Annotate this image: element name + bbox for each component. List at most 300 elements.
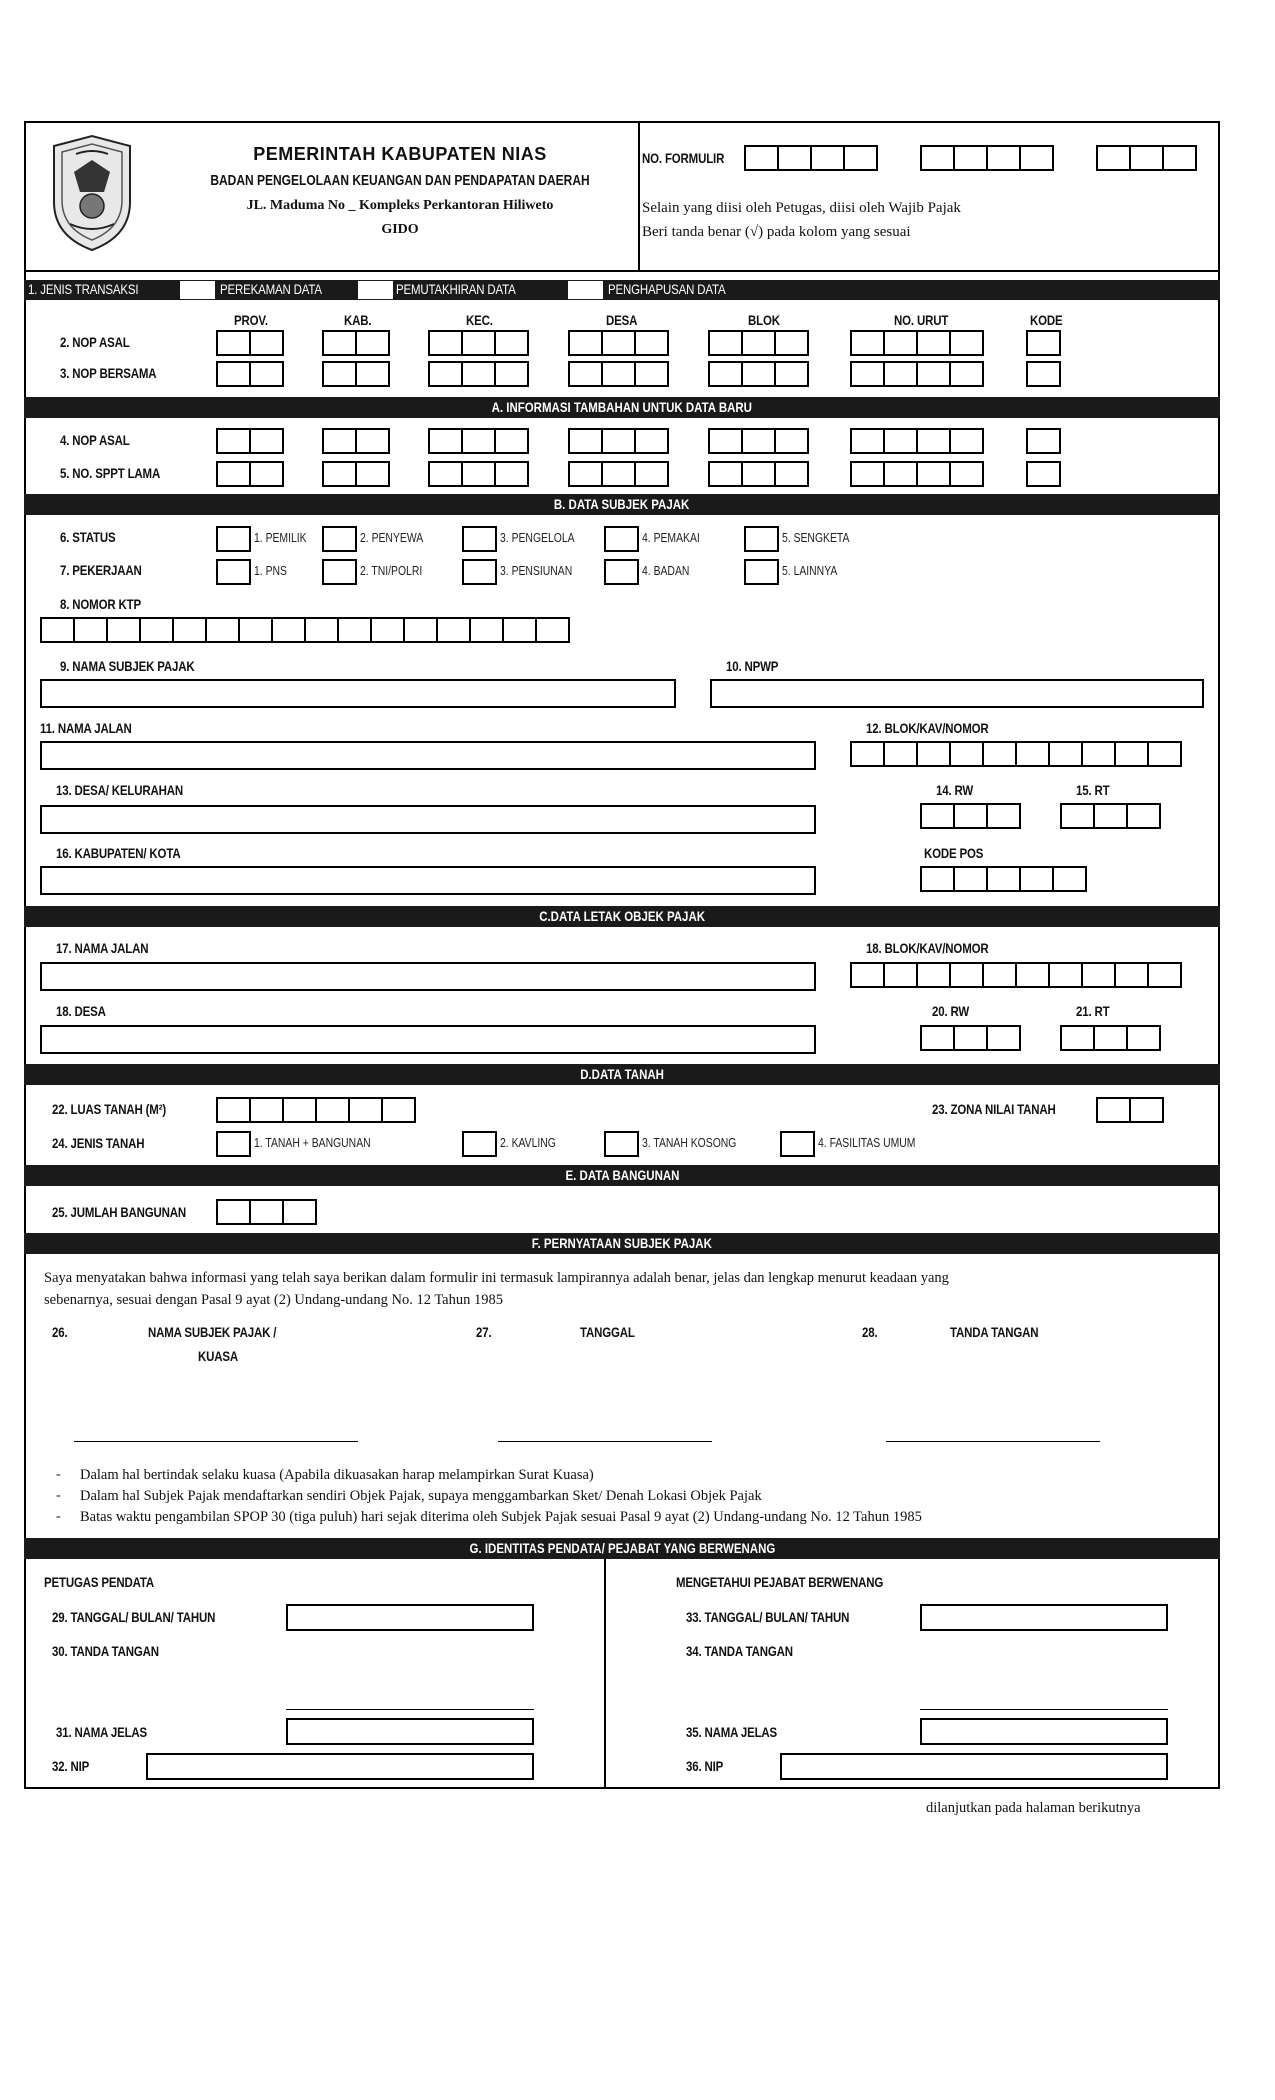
ktp-boxes[interactable]: [40, 617, 570, 643]
digit-box[interactable]: [920, 866, 955, 892]
digit-box[interactable]: [774, 330, 809, 356]
status-option-4: 4. PEMAKAI: [642, 530, 700, 545]
petugas-ttd-line[interactable]: [286, 1709, 534, 1710]
digit-box[interactable]: [322, 428, 357, 454]
digit-box[interactable]: [1060, 803, 1095, 829]
digit-box[interactable]: [1114, 741, 1149, 767]
digit-box[interactable]: [1093, 1025, 1128, 1051]
agency-address: JL. Maduma No _ Kompleks Perkantoran Hiliweto: [246, 198, 554, 213]
digit-box[interactable]: [1015, 741, 1050, 767]
fill-instruction: Selain yang diisi oleh Petugas, diisi oleh Wajib Pajak: [642, 200, 961, 216]
pekerjaan-option-4: 4. BADAN: [642, 563, 690, 578]
digit-box[interactable]: [1026, 330, 1061, 356]
digit-box[interactable]: [355, 330, 390, 356]
nop-segment[interactable]: [1026, 461, 1061, 487]
digit-box[interactable]: [322, 361, 357, 387]
pejabat-tanggal-field[interactable]: [920, 1604, 1168, 1631]
section-g-bar: [24, 1538, 1220, 1559]
nop-segment[interactable]: [216, 361, 284, 387]
digit-box[interactable]: [355, 428, 390, 454]
subjek-jalan-field[interactable]: [40, 741, 816, 770]
nop-segment[interactable]: [850, 330, 984, 356]
section-e-bar: [24, 1165, 1220, 1186]
header-divider: [638, 121, 640, 271]
digit-box[interactable]: [1096, 145, 1131, 171]
digit-box[interactable]: [883, 330, 918, 356]
nop-segment[interactable]: [850, 428, 984, 454]
jenis-tanah-checkbox-2[interactable]: [462, 1131, 497, 1157]
subjek-rw-boxes[interactable]: [920, 803, 1021, 829]
note-dash-1: -: [56, 1467, 61, 1482]
digit-box[interactable]: [774, 461, 809, 487]
petugas-nip-field[interactable]: [146, 1753, 534, 1780]
nama-subjek-label: 9. NAMA SUBJEK PAJAK: [60, 658, 195, 674]
digit-box[interactable]: [601, 428, 636, 454]
digit-box[interactable]: [920, 1025, 955, 1051]
digit-box[interactable]: [883, 361, 918, 387]
nop-segment[interactable]: [1026, 428, 1061, 454]
digit-box[interactable]: [916, 428, 951, 454]
objek-desa-label: 18. DESA: [56, 1003, 106, 1019]
digit-box[interactable]: [916, 361, 951, 387]
pejabat-nip-field[interactable]: [780, 1753, 1168, 1780]
nop-asal-a-label: 4. NOP ASAL: [60, 432, 130, 448]
objek-rt-boxes[interactable]: [1060, 1025, 1161, 1051]
digit-box[interactable]: [1019, 866, 1054, 892]
digit-box[interactable]: [920, 145, 955, 171]
nop-col-kab: KAB.: [344, 312, 372, 328]
statement-line-2: sebenarnya, sesuai dengan Pasal 9 ayat (2) Undang-undang No. 12 Tahun 1985: [44, 1292, 503, 1308]
digit-box[interactable]: [315, 1097, 350, 1123]
section-f-title: F. PERNYATAAN SUBJEK PAJAK: [531, 1235, 713, 1251]
nop-segment[interactable]: [216, 461, 284, 487]
subjek-kab-field[interactable]: [40, 866, 816, 895]
digit-box[interactable]: [322, 461, 357, 487]
subjek-rt-label: 15. RT: [1076, 782, 1110, 798]
digit-box[interactable]: [982, 741, 1017, 767]
pejabat-tanggal-label: 33. TANGGAL/ BULAN/ TAHUN: [686, 1609, 850, 1625]
luas-tanah-boxes[interactable]: [216, 1097, 416, 1123]
digit-box[interactable]: [106, 617, 141, 643]
petugas-nip-label: 32. NIP: [52, 1758, 90, 1774]
digit-box[interactable]: [883, 461, 918, 487]
pejabat-heading: MENGETAHUI PEJABAT BERWENANG: [676, 1574, 884, 1590]
pejabat-nama-label: 35. NAMA JELAS: [686, 1724, 778, 1740]
digit-box[interactable]: [381, 1097, 416, 1123]
status-option-2: 2. PENYEWA: [360, 530, 424, 545]
status-checkbox-5[interactable]: [744, 526, 779, 552]
subjek-rt-boxes[interactable]: [1060, 803, 1161, 829]
digit-box[interactable]: [304, 617, 339, 643]
field-27-number: 27.: [476, 1324, 492, 1340]
digit-box[interactable]: [986, 1025, 1021, 1051]
form-number-group-1[interactable]: [744, 145, 878, 171]
digit-box[interactable]: [337, 617, 372, 643]
statement-line-1: Saya menyatakan bahwa informasi yang telah saya berikan dalam formulir ini termasuk lampirannya adalah benar, jelas dan lengkap menurut keadaan yang: [44, 1270, 949, 1286]
digit-box[interactable]: [461, 361, 496, 387]
digit-box[interactable]: [40, 617, 75, 643]
znt-boxes[interactable]: [1096, 1097, 1164, 1123]
nop-segment[interactable]: [708, 461, 809, 487]
digit-box[interactable]: [883, 741, 918, 767]
digit-box[interactable]: [1147, 741, 1182, 767]
digit-box[interactable]: [774, 428, 809, 454]
status-option-5: 5. SENGKETA: [782, 530, 850, 545]
digit-box[interactable]: [708, 330, 743, 356]
nop-segment[interactable]: [322, 428, 390, 454]
status-checkbox-3[interactable]: [462, 526, 497, 552]
nop-segment[interactable]: [1026, 330, 1061, 356]
digit-box[interactable]: [850, 361, 885, 387]
nama-signature-line[interactable]: [74, 1441, 358, 1442]
digit-box[interactable]: [708, 461, 743, 487]
subjek-blok-label: 12. BLOK/KAV/NOMOR: [866, 720, 989, 736]
agency-city: GIDO: [381, 222, 419, 237]
transaction-checkbox-1[interactable]: [180, 281, 215, 299]
section-b-bar: [24, 494, 1220, 515]
jenis-tanah-checkbox-1[interactable]: [216, 1131, 251, 1157]
subjek-blok-boxes[interactable]: [850, 741, 1182, 767]
luas-tanah-label: 22. LUAS TANAH (M²): [52, 1101, 167, 1117]
digit-box[interactable]: [982, 962, 1017, 988]
nop-segment[interactable]: [568, 330, 669, 356]
nop-bersama-label: 3. NOP BERSAMA: [60, 365, 157, 381]
digit-box[interactable]: [601, 461, 636, 487]
digit-box[interactable]: [461, 461, 496, 487]
ttd-signature-line[interactable]: [886, 1441, 1100, 1442]
pekerjaan-option-1: 1. PNS: [254, 563, 287, 578]
pejabat-ttd-line[interactable]: [920, 1709, 1168, 1710]
digit-box[interactable]: [949, 461, 984, 487]
digit-box[interactable]: [1060, 1025, 1095, 1051]
digit-box[interactable]: [216, 361, 251, 387]
digit-box[interactable]: [883, 962, 918, 988]
znt-label: 23. ZONA NILAI TANAH: [932, 1101, 1056, 1117]
digit-box[interactable]: [850, 741, 885, 767]
digit-box[interactable]: [953, 866, 988, 892]
digit-box[interactable]: [774, 361, 809, 387]
digit-box[interactable]: [949, 361, 984, 387]
digit-box[interactable]: [355, 461, 390, 487]
digit-box[interactable]: [1093, 803, 1128, 829]
jenis-tanah-label: 24. JENIS TANAH: [52, 1135, 145, 1151]
digit-box[interactable]: [741, 461, 776, 487]
digit-box[interactable]: [916, 962, 951, 988]
digit-box[interactable]: [238, 617, 273, 643]
digit-box[interactable]: [741, 428, 776, 454]
digit-box[interactable]: [1019, 145, 1054, 171]
nop-asal-label: 2. NOP ASAL: [60, 334, 130, 350]
digit-box[interactable]: [1026, 461, 1061, 487]
pekerjaan-checkbox-4[interactable]: [604, 559, 639, 585]
digit-box[interactable]: [282, 1097, 317, 1123]
digit-box[interactable]: [139, 617, 174, 643]
digit-box[interactable]: [741, 330, 776, 356]
petugas-tanggal-field[interactable]: [286, 1604, 534, 1631]
transaction-checkbox-3[interactable]: [568, 281, 603, 299]
digit-box[interactable]: [348, 1097, 383, 1123]
digit-box[interactable]: [494, 428, 529, 454]
digit-box[interactable]: [403, 617, 438, 643]
objek-jalan-field[interactable]: [40, 962, 816, 991]
digit-box[interactable]: [920, 803, 955, 829]
header-bottom-rule: [24, 270, 1220, 272]
digit-box[interactable]: [1162, 145, 1197, 171]
digit-box[interactable]: [986, 866, 1021, 892]
digit-box[interactable]: [502, 617, 537, 643]
nop-segment[interactable]: [1026, 361, 1061, 387]
digit-box[interactable]: [850, 330, 885, 356]
digit-box[interactable]: [1126, 803, 1161, 829]
tanggal-label: TANGGAL: [580, 1324, 635, 1340]
digit-box[interactable]: [469, 617, 504, 643]
digit-box[interactable]: [461, 428, 496, 454]
section-d-bar: [24, 1064, 1220, 1085]
digit-box[interactable]: [282, 1199, 317, 1225]
nop-segment[interactable]: [850, 361, 984, 387]
pekerjaan-checkbox-5[interactable]: [744, 559, 779, 585]
digit-box[interactable]: [355, 361, 390, 387]
section-c-bar: [24, 906, 1220, 927]
pekerjaan-checkbox-3[interactable]: [462, 559, 497, 585]
digit-box[interactable]: [535, 617, 570, 643]
digit-box[interactable]: [1147, 962, 1182, 988]
digit-box[interactable]: [1129, 145, 1164, 171]
digit-box[interactable]: [568, 361, 603, 387]
jenis-tanah-option-1: 1. TANAH + BANGUNAN: [254, 1135, 371, 1150]
digit-box[interactable]: [216, 1199, 251, 1225]
digit-box[interactable]: [601, 361, 636, 387]
field-26-number: 26.: [52, 1324, 68, 1340]
digit-box[interactable]: [494, 361, 529, 387]
digit-box[interactable]: [634, 428, 669, 454]
digit-box[interactable]: [249, 330, 284, 356]
subjek-desa-field[interactable]: [40, 805, 816, 834]
pejabat-nip-label: 36. NIP: [686, 1758, 724, 1774]
section-f-bar: [24, 1233, 1220, 1254]
digit-box[interactable]: [249, 361, 284, 387]
petugas-nama-label: 31. NAMA JELAS: [56, 1724, 148, 1740]
digit-box[interactable]: [850, 962, 885, 988]
section-g-divider: [604, 1559, 606, 1789]
jenis-tanah-option-3: 3. TANAH KOSONG: [642, 1135, 737, 1150]
digit-box[interactable]: [953, 145, 988, 171]
petugas-heading: PETUGAS PENDATA: [44, 1574, 155, 1590]
digit-box[interactable]: [216, 1097, 251, 1123]
digit-box[interactable]: [1048, 962, 1083, 988]
nop-segment[interactable]: [568, 361, 669, 387]
nop-segment[interactable]: [708, 330, 809, 356]
pejabat-nama-field[interactable]: [920, 1718, 1168, 1745]
petugas-nama-field[interactable]: [286, 1718, 534, 1745]
ktp-label: 8. NOMOR KTP: [60, 596, 141, 612]
section-b-title: B. DATA SUBJEK PAJAK: [554, 496, 690, 512]
digit-box[interactable]: [1126, 1025, 1161, 1051]
digit-box[interactable]: [73, 617, 108, 643]
digit-box[interactable]: [949, 962, 984, 988]
digit-box[interactable]: [568, 330, 603, 356]
digit-box[interactable]: [986, 803, 1021, 829]
digit-box[interactable]: [916, 330, 951, 356]
petugas-ttd-label: 30. TANDA TANGAN: [52, 1643, 159, 1659]
digit-box[interactable]: [216, 428, 251, 454]
digit-box[interactable]: [428, 361, 463, 387]
nop-segment[interactable]: [708, 428, 809, 454]
objek-blok-label: 18. BLOK/KAV/NOMOR: [866, 940, 989, 956]
continued-note: dilanjutkan pada halaman berikutnya: [926, 1800, 1141, 1816]
digit-box[interactable]: [322, 330, 357, 356]
objek-blok-boxes[interactable]: [850, 962, 1182, 988]
nop-segment[interactable]: [216, 428, 284, 454]
tanggal-signature-line[interactable]: [498, 1441, 712, 1442]
digit-box[interactable]: [708, 361, 743, 387]
digit-box[interactable]: [916, 461, 951, 487]
pekerjaan-checkbox-2[interactable]: [322, 559, 357, 585]
nop-segment[interactable]: [850, 461, 984, 487]
digit-box[interactable]: [1015, 962, 1050, 988]
status-checkbox-2[interactable]: [322, 526, 357, 552]
objek-rw-boxes[interactable]: [920, 1025, 1021, 1051]
digit-box[interactable]: [843, 145, 878, 171]
digit-box[interactable]: [634, 330, 669, 356]
digit-box[interactable]: [953, 1025, 988, 1051]
digit-box[interactable]: [461, 330, 496, 356]
nama-subjek-field[interactable]: [40, 679, 676, 708]
jumlah-bangunan-label: 25. JUMLAH BANGUNAN: [52, 1204, 187, 1220]
digit-box[interactable]: [428, 461, 463, 487]
digit-box[interactable]: [494, 461, 529, 487]
nop-col-urut: NO. URUT: [894, 312, 949, 328]
digit-box[interactable]: [1052, 866, 1087, 892]
pekerjaan-checkbox-1[interactable]: [216, 559, 251, 585]
digit-box[interactable]: [949, 741, 984, 767]
digit-box[interactable]: [1081, 962, 1116, 988]
digit-box[interactable]: [634, 461, 669, 487]
subjek-desa-label: 13. DESA/ KELURAHAN: [56, 782, 184, 798]
digit-box[interactable]: [601, 330, 636, 356]
objek-desa-field[interactable]: [40, 1025, 816, 1054]
transaction-option-1: PEREKAMAN DATA: [220, 281, 322, 297]
digit-box[interactable]: [249, 428, 284, 454]
nop-segment[interactable]: [568, 428, 669, 454]
form-number-group-2[interactable]: [920, 145, 1054, 171]
form-number-group-3[interactable]: [1096, 145, 1197, 171]
nop-segment[interactable]: [428, 330, 529, 356]
status-checkbox-1[interactable]: [216, 526, 251, 552]
transaction-option-3: PENGHAPUSAN DATA: [608, 281, 726, 297]
digit-box[interactable]: [1026, 428, 1061, 454]
nop-segment[interactable]: [322, 461, 390, 487]
digit-box[interactable]: [708, 428, 743, 454]
nop-col-desa: DESA: [606, 312, 638, 328]
digit-box[interactable]: [216, 330, 251, 356]
digit-box[interactable]: [271, 617, 306, 643]
form-number-label: NO. FORMULIR: [642, 150, 725, 166]
subjek-jalan-label: 11. NAMA JALAN: [40, 720, 132, 736]
digit-box[interactable]: [1114, 962, 1149, 988]
digit-box[interactable]: [1096, 1097, 1131, 1123]
digit-box[interactable]: [777, 145, 812, 171]
digit-box[interactable]: [436, 617, 471, 643]
nop-segment[interactable]: [428, 428, 529, 454]
note-dash-3: -: [56, 1509, 61, 1524]
digit-box[interactable]: [810, 145, 845, 171]
nop-segment[interactable]: [428, 361, 529, 387]
tick-instruction: Beri tanda benar (√) pada kolom yang sesuai: [642, 224, 911, 240]
nop-segment[interactable]: [216, 330, 284, 356]
digit-box[interactable]: [850, 428, 885, 454]
tanda-tangan-label: TANDA TANGAN: [950, 1324, 1039, 1340]
digit-box[interactable]: [568, 428, 603, 454]
subjek-kab-label: 16. KABUPATEN/ KOTA: [56, 845, 181, 861]
nama-kuasa-label-2: KUASA: [198, 1348, 239, 1364]
nop-segment[interactable]: [322, 330, 390, 356]
nop-segment[interactable]: [708, 361, 809, 387]
digit-box[interactable]: [568, 461, 603, 487]
digit-box[interactable]: [370, 617, 405, 643]
nop-segment[interactable]: [322, 361, 390, 387]
npwp-field[interactable]: [710, 679, 1204, 708]
digit-box[interactable]: [1081, 741, 1116, 767]
digit-box[interactable]: [741, 361, 776, 387]
sppt-lama-label: 5. NO. SPPT LAMA: [60, 465, 161, 481]
digit-box[interactable]: [916, 741, 951, 767]
nop-segment[interactable]: [568, 461, 669, 487]
jenis-tanah-checkbox-4[interactable]: [780, 1131, 815, 1157]
subjek-rw-label: 14. RW: [936, 782, 974, 798]
digit-box[interactable]: [850, 461, 885, 487]
digit-box[interactable]: [883, 428, 918, 454]
nop-segment[interactable]: [428, 461, 529, 487]
digit-box[interactable]: [1048, 741, 1083, 767]
petugas-tanggal-label: 29. TANGGAL/ BULAN/ TAHUN: [52, 1609, 216, 1625]
digit-box[interactable]: [216, 461, 251, 487]
digit-box[interactable]: [205, 617, 240, 643]
digit-box[interactable]: [986, 145, 1021, 171]
digit-box[interactable]: [172, 617, 207, 643]
digit-box[interactable]: [634, 361, 669, 387]
digit-box[interactable]: [428, 330, 463, 356]
nama-kuasa-label-1: NAMA SUBJEK PAJAK /: [148, 1324, 277, 1340]
digit-box[interactable]: [953, 803, 988, 829]
digit-box[interactable]: [949, 330, 984, 356]
digit-box[interactable]: [949, 428, 984, 454]
note-2: Dalam hal Subjek Pajak mendaftarkan sendiri Objek Pajak, supaya menggambarkan Sket/ Denah Lokasi Objek Pajak: [80, 1488, 762, 1504]
section-c-title: C.DATA LETAK OBJEK PAJAK: [539, 908, 705, 924]
status-checkbox-4[interactable]: [604, 526, 639, 552]
digit-box[interactable]: [494, 330, 529, 356]
jenis-tanah-checkbox-3[interactable]: [604, 1131, 639, 1157]
pekerjaan-label: 7. PEKERJAAN: [60, 562, 142, 578]
note-dash-2: -: [56, 1488, 61, 1503]
digit-box[interactable]: [249, 1097, 284, 1123]
jumlah-bangunan-boxes[interactable]: [216, 1199, 317, 1225]
pekerjaan-option-3: 3. PENSIUNAN: [500, 563, 573, 578]
section-a-title: A. INFORMASI TAMBAHAN UNTUK DATA BARU: [491, 399, 753, 415]
section-e-title: E. DATA BANGUNAN: [565, 1167, 679, 1183]
digit-box[interactable]: [744, 145, 779, 171]
kodepos-boxes[interactable]: [920, 866, 1087, 892]
objek-rt-label: 21. RT: [1076, 1003, 1110, 1019]
transaction-checkbox-2[interactable]: [358, 281, 393, 299]
digit-box[interactable]: [249, 1199, 284, 1225]
digit-box[interactable]: [249, 461, 284, 487]
nop-col-prov: PROV.: [234, 312, 268, 328]
digit-box[interactable]: [1026, 361, 1061, 387]
digit-box[interactable]: [428, 428, 463, 454]
objek-rw-label: 20. RW: [932, 1003, 970, 1019]
digit-box[interactable]: [1129, 1097, 1164, 1123]
